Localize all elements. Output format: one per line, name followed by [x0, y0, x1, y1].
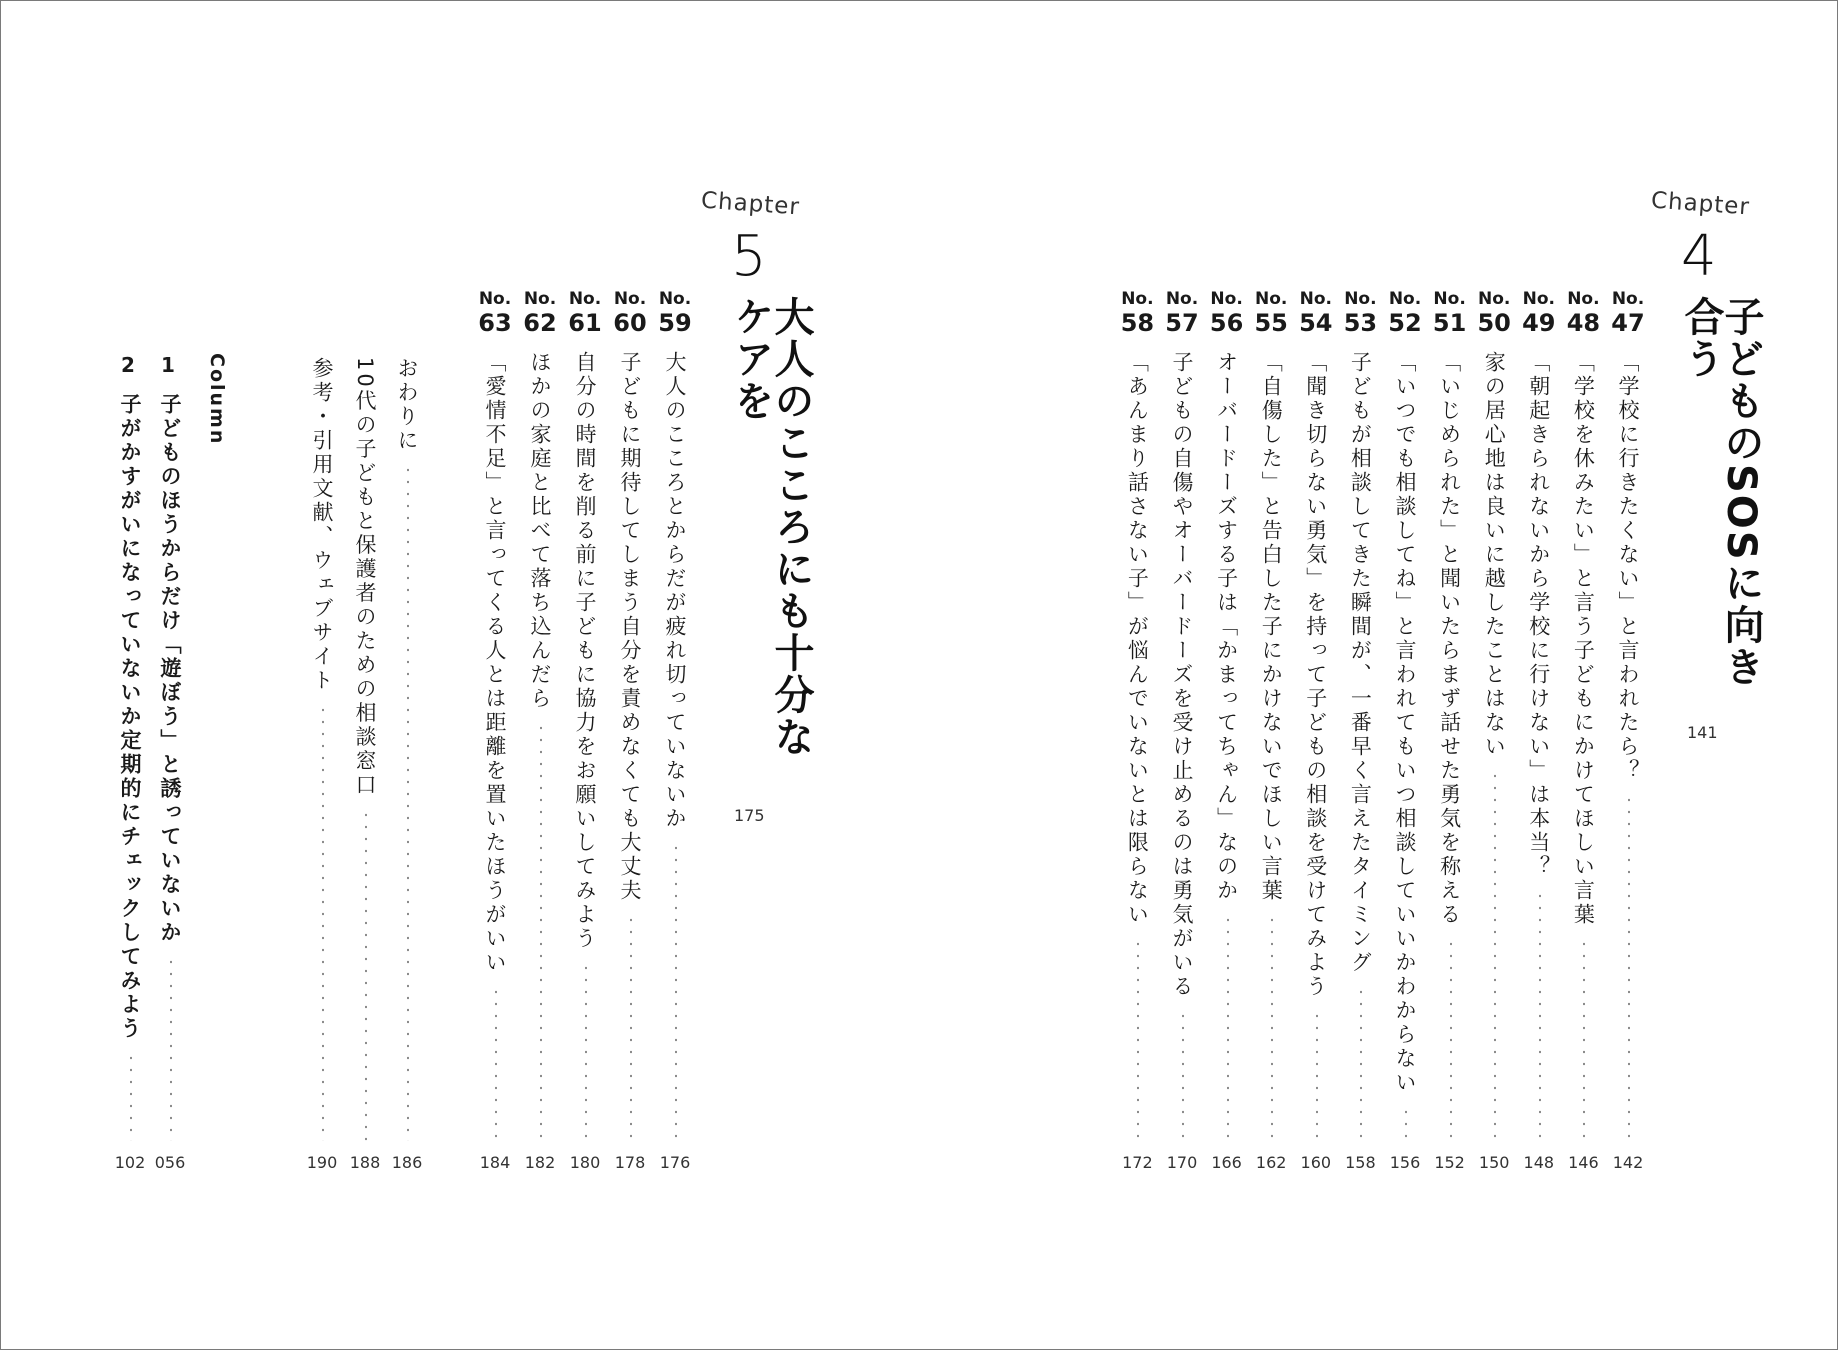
column-item-number: 2	[121, 353, 135, 377]
entry-number: 55	[1254, 309, 1288, 337]
dotted-leader	[1450, 938, 1452, 1141]
entry-title: 「自傷した」と告白した子にかけないでほしい言葉	[1259, 351, 1284, 903]
entry-number: 57	[1165, 309, 1199, 337]
dotted-leader	[630, 914, 632, 1141]
chapter-4-number: 4	[1681, 224, 1717, 289]
chapter-5-label: Chapter	[700, 187, 801, 221]
backmatter-title[interactable]: おわりに	[395, 357, 419, 453]
entry-page-number: 162	[1255, 1153, 1287, 1172]
entry-page-number: 184	[479, 1153, 511, 1172]
entry-no-label: No.	[1165, 289, 1199, 309]
column-item-page-number: 102	[114, 1153, 146, 1172]
column-heading: Column	[206, 353, 228, 446]
entry-title: 「いじめられた」と聞いたらまず話せた勇気を称える	[1437, 351, 1462, 927]
entry-number: 52	[1388, 309, 1422, 337]
backmatter-page-number: 188	[349, 1153, 381, 1172]
dotted-leader	[1137, 938, 1139, 1141]
entry-title: 子どもに期待してしまう自分を責めなくても大丈夫	[618, 351, 642, 903]
dotted-leader	[1316, 1010, 1318, 1141]
entry-title: 「聞き切らない勇気」を持って子どもの相談を受けてみよう	[1303, 351, 1328, 999]
column-item-number: 1	[161, 353, 175, 377]
dotted-leader	[1271, 914, 1273, 1141]
column-item-title[interactable]: 子がかすがいになっていないか定期的にチェックしてみよう	[118, 393, 142, 1041]
entry-no-label: No.	[1611, 289, 1645, 309]
backmatter-title[interactable]: 10代の子どもと保護者のための相談窓口	[353, 357, 377, 798]
entry-page-number: 176	[659, 1153, 691, 1172]
dotted-leader	[407, 464, 409, 1141]
entry-number: 47	[1611, 309, 1645, 337]
entry-no-label: No.	[523, 289, 557, 309]
entry-page-number: 156	[1389, 1153, 1421, 1172]
entry-number: 53	[1343, 309, 1378, 337]
entry-no-label: No.	[568, 289, 602, 309]
entry-number: 59	[658, 309, 692, 337]
entry-number: 51	[1432, 309, 1467, 337]
chapter-5-title: 大人のこころにも十分なケアを	[728, 296, 814, 758]
entry-page-number: 180	[569, 1153, 601, 1172]
entry-number: 62	[523, 309, 557, 337]
entry-title: 「朝起きられないから学校に行けない」は本当？	[1526, 351, 1551, 879]
chapter-4-title: 子どものSOSに向き合う	[1678, 296, 1764, 688]
entry-number: 56	[1209, 309, 1244, 337]
entry-no-label: No.	[1299, 289, 1332, 309]
entry-no-label: No.	[1478, 289, 1511, 309]
dotted-leader	[170, 956, 172, 1141]
entry-title: ほかの家庭と比べて落ち込んだら	[528, 351, 552, 711]
entry-no-label: No.	[1255, 289, 1288, 309]
entry-no-label: No.	[1433, 289, 1466, 309]
entry-page-number: 158	[1345, 1153, 1376, 1172]
entry-number: 50	[1477, 309, 1511, 337]
column-item-title[interactable]: 子どものほうからだけ「遊ぼう」と誘っていないか	[158, 393, 182, 945]
entry-no-label: No.	[1344, 289, 1377, 309]
dotted-leader	[1182, 1010, 1184, 1141]
dotted-leader	[495, 986, 497, 1141]
backmatter-page-number: 190	[306, 1153, 338, 1172]
entry-no-label: No.	[658, 289, 692, 309]
dotted-leader	[1494, 770, 1496, 1141]
entry-page-number: 182	[524, 1153, 556, 1172]
entry-title: 「いつでも相談してね」と言われてもいつ相談していいかわからない	[1393, 351, 1417, 1095]
entry-title: 家の居心地は良いに越したことはない	[1482, 351, 1507, 759]
entry-page-number: 170	[1166, 1153, 1198, 1172]
dotted-leader	[585, 962, 587, 1141]
entry-no-label: No.	[613, 289, 647, 309]
chapter-5-number: 5	[731, 224, 767, 289]
entry-title: 「あんまり話さない子」が悩んでいないとは限らない	[1125, 351, 1150, 927]
entry-title: 「学校を休みたい」と言う子どもにかけてほしい言葉	[1571, 351, 1596, 927]
dotted-leader	[322, 704, 324, 1141]
toc-entry[interactable]	[1383, 291, 1427, 1176]
entry-no-label: No.	[1121, 289, 1154, 309]
chapter-4-label: Chapter	[1650, 187, 1751, 221]
entry-no-label: No.	[1567, 289, 1600, 309]
dotted-leader	[365, 809, 367, 1141]
dotted-leader	[130, 1052, 132, 1141]
entry-page-number: 150	[1478, 1153, 1510, 1172]
dotted-leader	[675, 842, 677, 1141]
entry-page-number: 166	[1211, 1153, 1242, 1172]
entry-title: 子どもが相談してきた瞬間が、一番早く言えたタイミング	[1348, 351, 1373, 975]
entry-title: オーバードーズする子は「かまってちゃん」なのか	[1214, 351, 1239, 903]
entry-page-number: 146	[1568, 1153, 1599, 1172]
entry-title: 「愛情不足」と言ってくる人とは距離を置いたほうがいい	[483, 351, 507, 975]
entry-no-label: No.	[1210, 289, 1243, 309]
entry-number: 60	[613, 309, 647, 337]
entry-page-number: 172	[1122, 1153, 1153, 1172]
dotted-leader	[1628, 794, 1630, 1141]
backmatter-title[interactable]: 参考・引用文献、ウェブサイト	[310, 357, 334, 693]
column-item-page-number: 056	[154, 1153, 186, 1172]
entry-page-number: 148	[1523, 1153, 1555, 1172]
entry-title: 自分の時間を削る前に子どもに協力をお願いしてみよう	[573, 351, 597, 951]
dotted-leader	[540, 722, 542, 1141]
backmatter-page-number: 186	[391, 1153, 423, 1172]
entry-title: 大人のこころとからだが疲れ切っていないか	[663, 351, 687, 831]
chapter-4-page: 141	[1687, 723, 1718, 742]
dotted-leader	[1227, 914, 1229, 1141]
entry-title: 子どもの自傷やオーバードーズを受け止めるのは勇気がいる	[1170, 351, 1194, 999]
entry-page-number: 160	[1300, 1153, 1332, 1172]
entry-no-label: No.	[1522, 289, 1555, 309]
entry-title: 「学校に行きたくない」と言われたら？	[1616, 351, 1640, 783]
dotted-leader	[1539, 890, 1541, 1141]
entry-number: 58	[1120, 309, 1155, 337]
dotted-leader	[1360, 986, 1362, 1141]
entry-page-number: 142	[1612, 1153, 1644, 1172]
dotted-leader	[1405, 1106, 1407, 1141]
entry-no-label: No.	[1388, 289, 1422, 309]
chapter-5-page: 175	[734, 806, 765, 825]
dotted-leader	[1583, 938, 1585, 1141]
entry-number: 49	[1522, 309, 1556, 337]
entry-page-number: 178	[614, 1153, 646, 1172]
entry-number: 48	[1566, 309, 1601, 337]
entry-number: 61	[568, 309, 602, 337]
entry-no-label: No.	[478, 289, 512, 309]
entry-page-number: 152	[1434, 1153, 1465, 1172]
entry-number: 54	[1299, 309, 1333, 337]
entry-number: 63	[478, 309, 512, 337]
